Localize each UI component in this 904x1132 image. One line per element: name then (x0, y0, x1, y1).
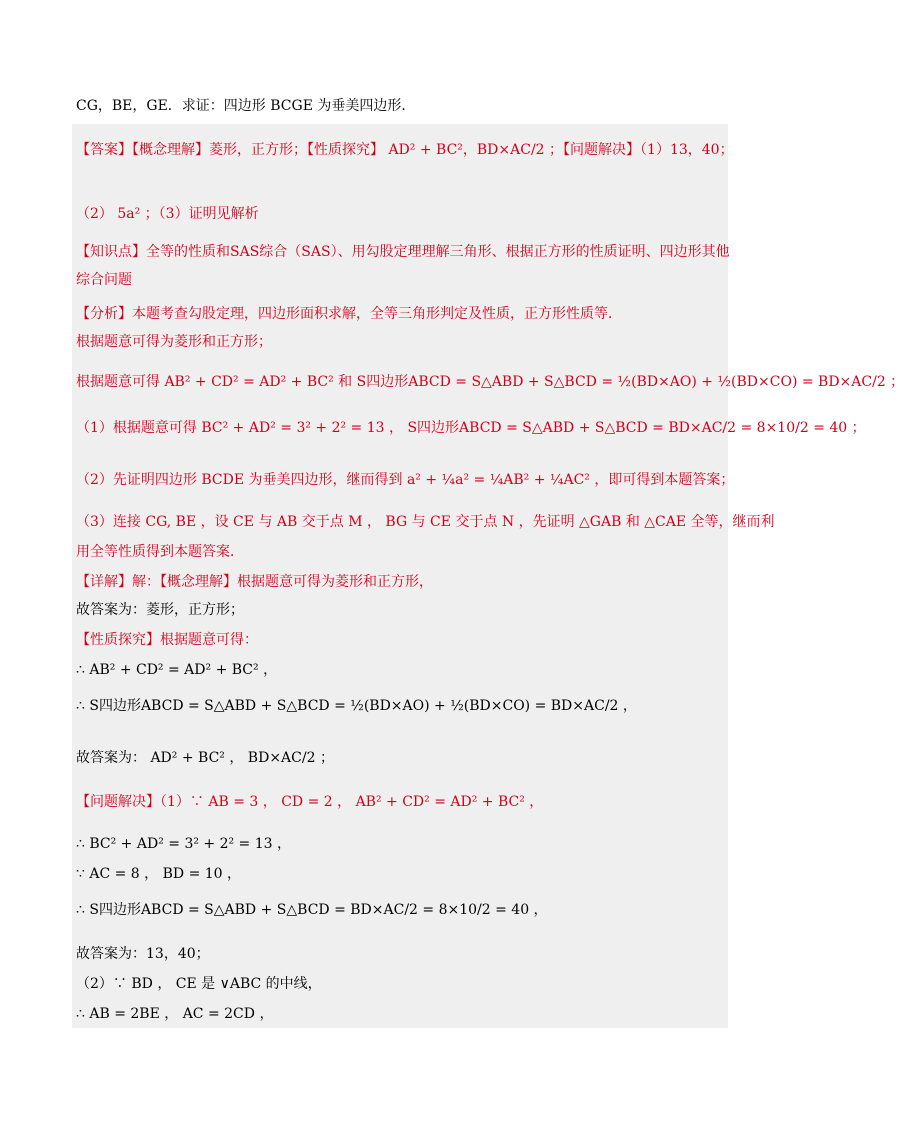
text-line: ∴ S四边形ABCD = S△ABD + S△BCD = ½(BD×AO) + ½(BD×CO) = BD×AC/2 ， (76, 698, 637, 714)
text-line: （2）∵ BD ， CE 是 ∨ABC 的中线， (76, 976, 322, 992)
text-line: （3）连接 CG, BE ，设 CE 与 AB 交于点 M ， BG 与 CE 交于点 N ，先证明 △GAB 和 △CAE 全等，继而利 (76, 514, 775, 530)
text-line: 故答案为：13，40； (76, 946, 210, 962)
text-line: 根据题意可得 AB² + CD² = AD² + BC² 和 S四边形ABCD = S△ABD + S△BCD = ½(BD×AO) + ½(BD×CO) = BD×AC/2 ； (76, 374, 904, 390)
text-line: ∴ AB = 2BE ， AC = 2CD ， (76, 1006, 274, 1022)
text-line: 【答案】【概念理解】菱形，正方形；【性质探究】 AD² + BC²，BD×AC/2 ；【问题解决】（1）13，40； (76, 142, 734, 158)
text-line: ∴ AB² + CD² = AD² + BC² ， (76, 662, 278, 678)
text-line: ∵ AC = 8 ， BD = 10 ， (76, 866, 242, 882)
text-line: 根据题意可得为菱形和正方形； (76, 334, 272, 350)
text-line: 故答案为： AD² + BC² ， BD×AC/2 ； (76, 750, 334, 766)
text-line: 【知识点】全等的性质和SAS综合（SAS）、用勾股定理理解三角形、根据正方形的性质证明、四边形其他 (76, 244, 730, 260)
text-line: ∴ BC² + AD² = 3² + 2² = 13 ， (76, 836, 292, 852)
text-line: 【问题解决】（1）∵ AB = 3 ， CD = 2 ， AB² + CD² = AD² + BC² ， (76, 794, 544, 810)
text-line: 【详解】解：【概念理解】根据题意可得为菱形和正方形， (76, 574, 433, 590)
text-line: 【分析】本题考查勾股定理，四边形面积求解，全等三角形判定及性质，正方形性质等． (76, 306, 622, 322)
text-line: 【性质探究】根据题意可得： (76, 632, 258, 648)
text-line: 综合问题 (76, 272, 132, 288)
text-line: 用全等性质得到本题答案． (76, 544, 244, 560)
text-line: （2）先证明四边形 BCDE 为垂美四边形，继而得到 a² + ¼a² = ¼AB² + ¼AC² ，即可得到本题答案； (76, 472, 735, 488)
text-line: 故答案为：菱形，正方形； (76, 602, 244, 618)
text-line: （2） 5a² ；（3）证明见解析 (76, 206, 259, 222)
text-line: （1）根据题意可得 BC² + AD² = 3² + 2² = 13 ， S四边形ABCD = S△ABD + S△BCD = BD×AC/2 = 8×10/2 = 40 ； (76, 420, 866, 436)
text-line: CG，BE，GE．求证：四边形 BCGE 为垂美四边形． (76, 98, 416, 114)
text-line: ∴ S四边形ABCD = S△ABD + S△BCD = BD×AC/2 = 8×10/2 = 40 ， (76, 902, 548, 918)
